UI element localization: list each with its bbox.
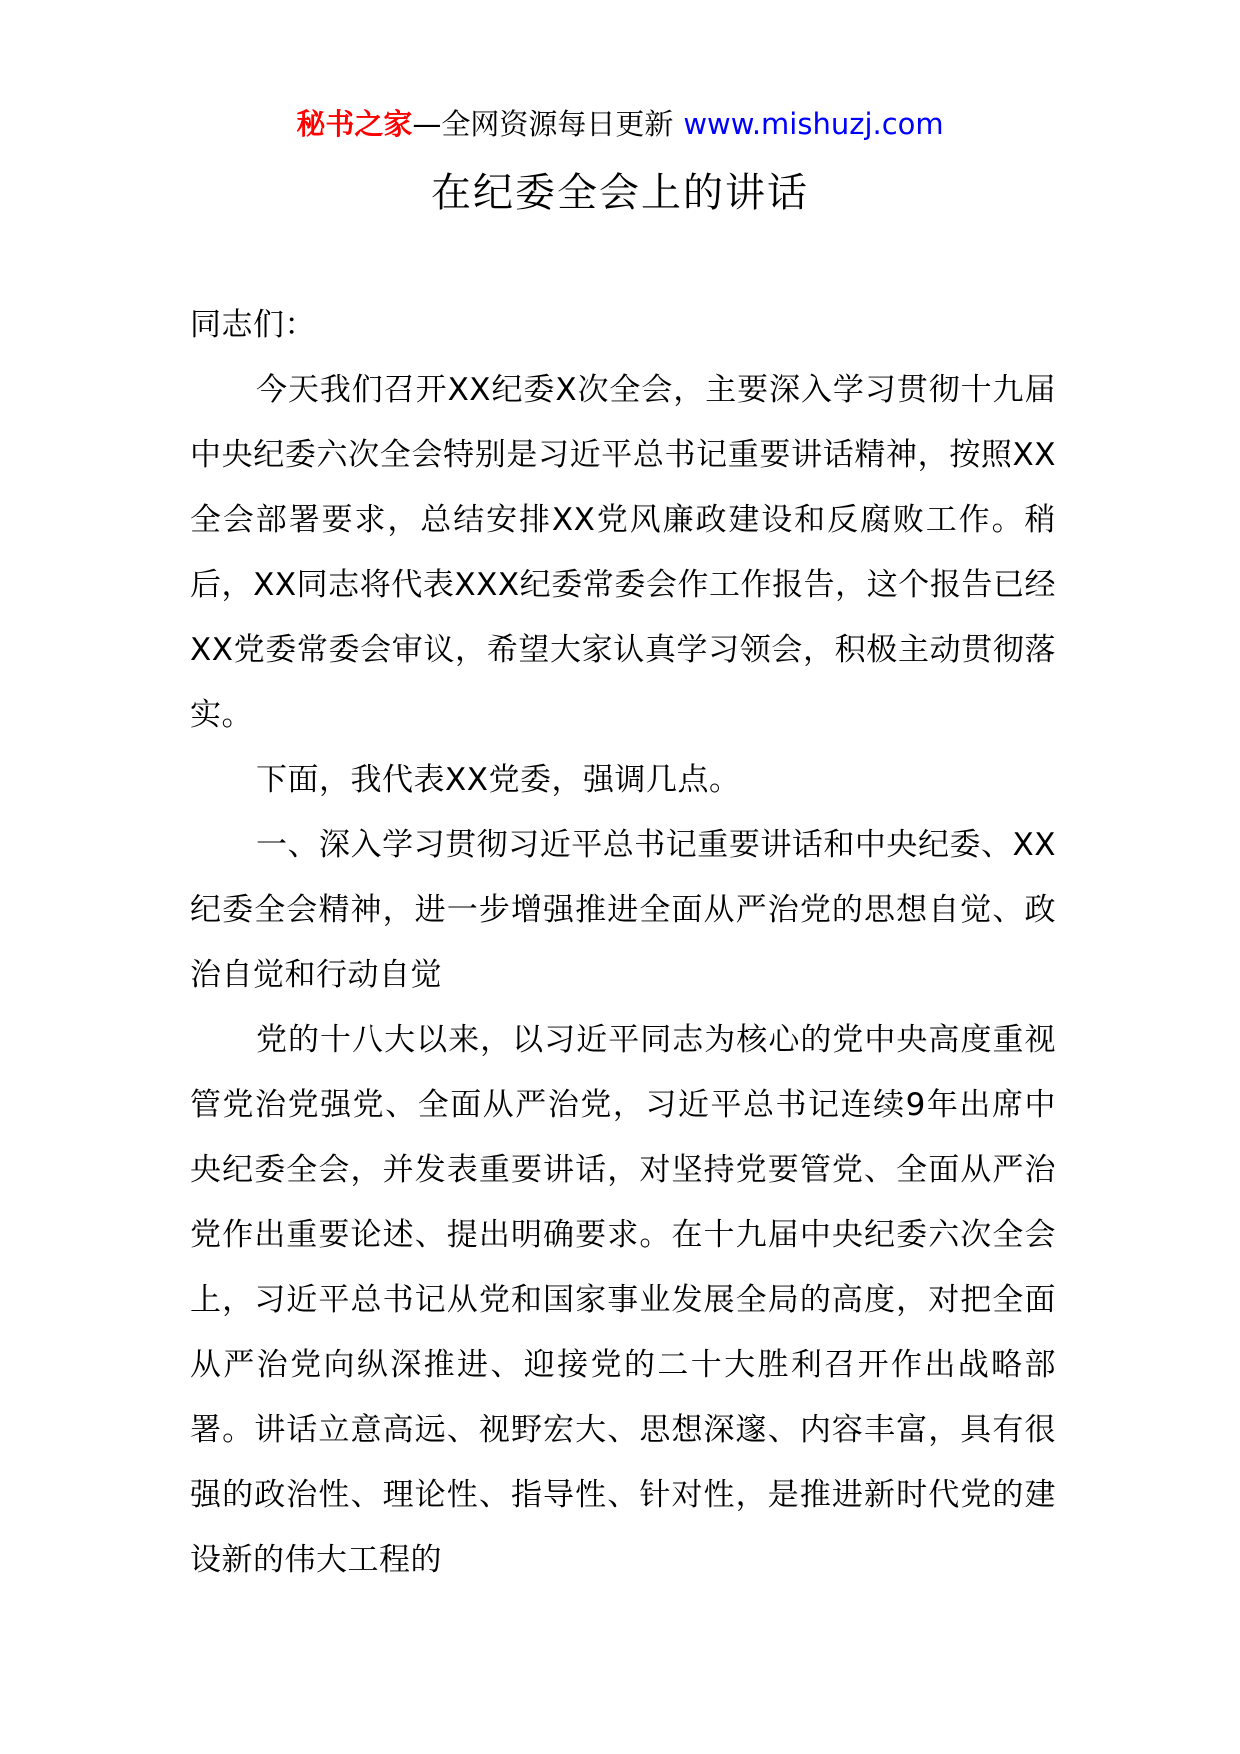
- document-title: 在纪委全会上的讲话: [431, 170, 809, 216]
- document-body: [190, 293, 1056, 1593]
- site-header-banner: [0, 104, 1240, 144]
- brand-name: 秘书之家: [296, 107, 413, 141]
- salutation: 同志们：: [190, 307, 316, 343]
- paragraph-transition: 下面，我代表XX党委，强调几点。: [256, 762, 741, 798]
- paragraph-section-1: 党的十八大以来，以习近平同志为核心的党中央高度重视管党治党强党、全面从严治党，习近平总书记连续9年出席中央纪委全会，并发表重要讲话，对坚持党要管党、全面从严治党作出重要论述、提出明确要求。在十九届中央纪委六次全会上，习近平总书记从党和国家事业发展全局的高度，对把全面从严治党向纵深推进、迎接党的二十大胜利召开作出战略部署。讲话立意高远、视野宏大、思想深邃、内容丰富，具有很强的政治性、理论性、指导性、针对性，是推进新时代党的建设新的伟大工程的: [190, 1022, 1056, 1578]
- header-tagline: —全网资源每日更新: [412, 107, 674, 141]
- paragraph-intro: 今天我们召开XX纪委X次全会，主要深入学习贯彻十九届中央纪委六次全会特别是习近平总书记重要讲话精神，按照XX全会部署要求，总结安排XX党风廉政建设和反腐败工作。稍后，XX同志将代表XXX纪委常委会作工作报告，这个报告已经XX党委常委会审议，希望大家认真学习领会，积极主动贯彻落实。: [190, 372, 1056, 733]
- section-heading-1: 一、深入学习贯彻习近平总书记重要讲话和中央纪委、XX纪委全会精神，进一步增强推进全面从严治党的思想自觉、政治自觉和行动自觉: [190, 827, 1056, 993]
- site-url-link[interactable]: www.mishuzj.com: [683, 107, 944, 141]
